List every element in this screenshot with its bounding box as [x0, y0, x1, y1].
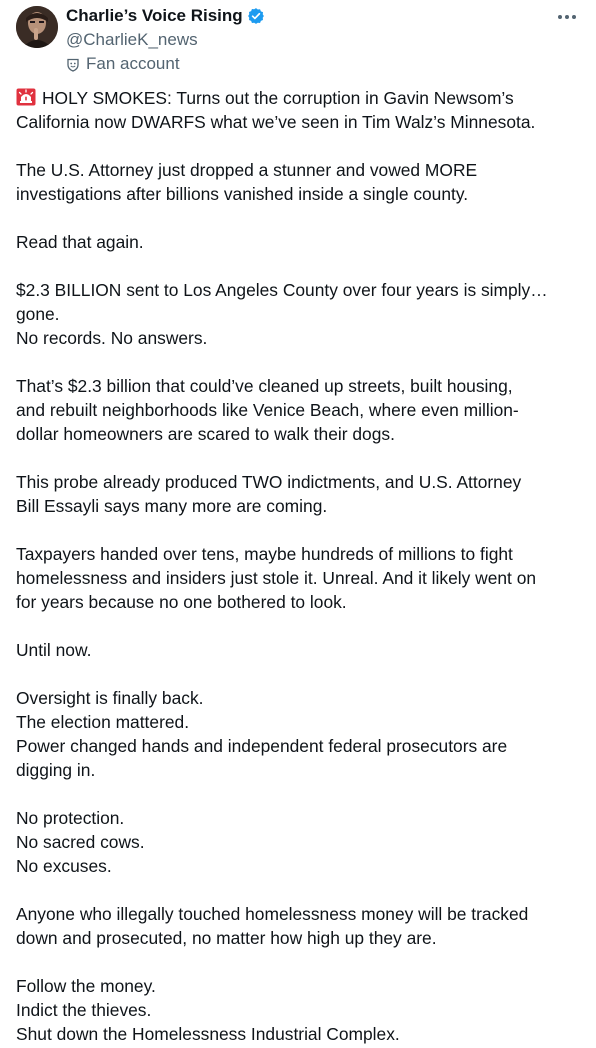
post-line: No protection. — [16, 808, 125, 828]
post-line: Bill Essayli says many more are coming. — [16, 496, 328, 516]
post-line: The election mattered. — [16, 712, 190, 732]
post-line: No excuses. — [16, 856, 112, 876]
post-line: No sacred cows. — [16, 832, 145, 852]
post-line: That’s $2.3 billion that could’ve cleaned up streets, built housing, — [16, 376, 513, 396]
author-display-name[interactable]: Charlie’s Voice Rising — [66, 6, 243, 25]
post-line: Taxpayers handed over tens, maybe hundreds of millions to fight — [16, 544, 513, 564]
post-line: investigations after billions vanished inside a single county. — [16, 184, 469, 204]
post-line: dollar homeowners are scared to walk their dogs. — [16, 424, 395, 444]
post-paragraph — [16, 470, 582, 518]
post-line — [16, 86, 582, 110]
post-line: Read that again. — [16, 232, 144, 252]
post-line: Anyone who illegally touched homelessness money will be tracked — [16, 904, 529, 924]
post-paragraph — [16, 806, 582, 878]
post-line: The U.S. Attorney just dropped a stunner and vowed MORE — [16, 160, 478, 180]
author-handle[interactable]: @CharlieK_news — [66, 30, 198, 49]
post-line: digging in. — [16, 760, 96, 780]
post-paragraph — [16, 158, 582, 206]
fan-account-text: Fan account — [86, 54, 180, 73]
fan-account-label — [66, 52, 580, 76]
post-line: $2.3 BILLION sent to Los Angeles County over four years is simply… — [16, 280, 548, 300]
post-paragraph — [16, 638, 582, 662]
post-line: No records. No answers. — [16, 328, 208, 348]
post-paragraph — [16, 542, 582, 614]
post-paragraph — [16, 902, 582, 950]
name-row — [66, 4, 580, 28]
post-line: gone. — [16, 304, 60, 324]
post-line: Follow the money. — [16, 976, 156, 996]
post-line: Indict the thieves. — [16, 1000, 152, 1020]
post-line: Until now. — [16, 640, 92, 660]
post-header — [66, 4, 580, 76]
more-dot-icon — [565, 15, 569, 19]
post-line: homelessness and insiders just stole it. Unreal. And it likely went on — [16, 568, 537, 588]
post-line: for years because no one bothered to look. — [16, 592, 347, 612]
fan-badge-icon — [66, 57, 80, 71]
post-line: and rebuilt neighborhoods like Venice Beach, where even million- — [16, 400, 519, 420]
post-paragraph — [16, 230, 582, 254]
post-text — [16, 86, 582, 1046]
post-line-text: HOLY SMOKES: Turns out the corruption in Gavin Newsom’s — [42, 88, 514, 108]
post-line: Oversight is finally back. — [16, 688, 204, 708]
siren-emoji-icon — [16, 88, 36, 106]
verified-badge-icon[interactable] — [247, 7, 265, 25]
post-line: This probe already produced TWO indictments, and U.S. Attorney — [16, 472, 522, 492]
post-paragraph — [16, 974, 582, 1046]
post-line: California now DWARFS what we’ve seen in Tim Walz’s Minnesota. — [16, 112, 536, 132]
more-options-button[interactable] — [554, 6, 580, 28]
post-paragraph — [16, 278, 582, 350]
post-paragraph — [16, 374, 582, 446]
post-line: down and prosecuted, no matter how high up they are. — [16, 928, 437, 948]
post-paragraph — [16, 86, 582, 134]
author-avatar[interactable] — [16, 6, 58, 48]
post-line: Shut down the Homelessness Industrial Complex. — [16, 1024, 400, 1044]
more-dot-icon — [572, 15, 576, 19]
post-line: Power changed hands and independent federal prosecutors are — [16, 736, 508, 756]
post-paragraph — [16, 686, 582, 782]
more-dot-icon — [558, 15, 562, 19]
